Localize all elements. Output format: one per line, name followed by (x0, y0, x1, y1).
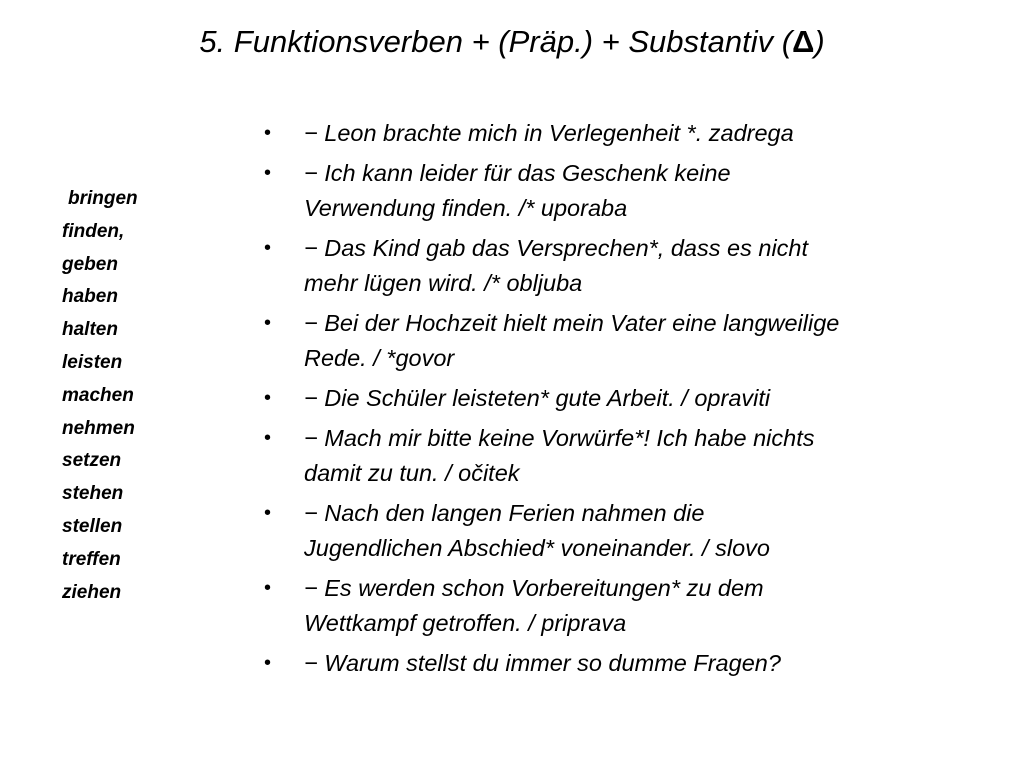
verb-item: machen (62, 384, 134, 406)
verb-item: bringen (68, 188, 138, 209)
verb-item: leisten (62, 351, 123, 373)
sentence-item (262, 571, 982, 641)
bullet-icon: • (264, 237, 272, 259)
bullet-icon: • (264, 122, 272, 144)
sentence-item (262, 646, 982, 681)
verb-item: nehmen (62, 417, 135, 439)
title-close-paren: ) (814, 24, 825, 59)
sentence-item (262, 421, 982, 491)
sentence-text: − Das Kind gab das Versprechen*, dass es nicht mehr lügen wird. /* obljuba (304, 235, 809, 296)
sentence-text: − Die Schüler leisteten* gute Arbeit. / opraviti (304, 385, 771, 411)
title-text: 5. Funktionsverben + (Präp.) + Substantiv ( (199, 24, 793, 59)
bullet-icon: • (264, 652, 272, 674)
verb-item: geben (62, 253, 118, 275)
bullet-icon: • (264, 387, 272, 409)
bullet-icon: • (264, 312, 272, 334)
verb-list (62, 183, 222, 609)
verb-item: stellen (62, 515, 123, 537)
sentence-text: − Leon brachte mich in Verlegenheit *. zadrega (304, 120, 794, 146)
sentence-text: − Ich kann leider für das Geschenk keine Verwendung finden. /* uporaba (304, 160, 731, 221)
sentence-text: − Warum stellst du immer so dumme Fragen? (304, 650, 781, 676)
sentence-item (262, 231, 982, 301)
bullet-icon: • (264, 162, 272, 184)
verb-item: halten (62, 319, 118, 341)
bullet-icon: • (264, 427, 272, 449)
sentence-item (262, 116, 982, 151)
sentence-item (262, 496, 982, 566)
bullet-icon: • (264, 502, 272, 524)
sentence-text: − Es werden schon Vorbereitungen* zu dem Wettkampf getroffen. / priprava (304, 575, 764, 636)
sentence-text: − Nach den langen Ferien nahmen die Jugendlichen Abschied* voneinander. / slovo (304, 500, 770, 561)
sentence-list (262, 116, 982, 686)
delta-symbol: Δ (792, 24, 815, 59)
verb-item: finden, (62, 220, 125, 242)
slide-title (0, 22, 1024, 62)
verb-item: stehen (62, 483, 124, 505)
bullet-icon: • (264, 577, 272, 599)
verb-item: ziehen (62, 581, 122, 603)
verb-item: haben (62, 286, 118, 308)
sentence-text: − Bei der Hochzeit hielt mein Vater eine langweilige Rede. / *govor (304, 310, 840, 371)
verb-item: treffen (62, 548, 121, 570)
verb-item: setzen (62, 450, 122, 472)
sentence-item (262, 306, 982, 376)
sentence-item (262, 156, 982, 226)
sentence-text: − Mach mir bitte keine Vorwürfe*! Ich habe nichts damit zu tun. / očitek (304, 425, 815, 486)
sentence-item (262, 381, 982, 416)
